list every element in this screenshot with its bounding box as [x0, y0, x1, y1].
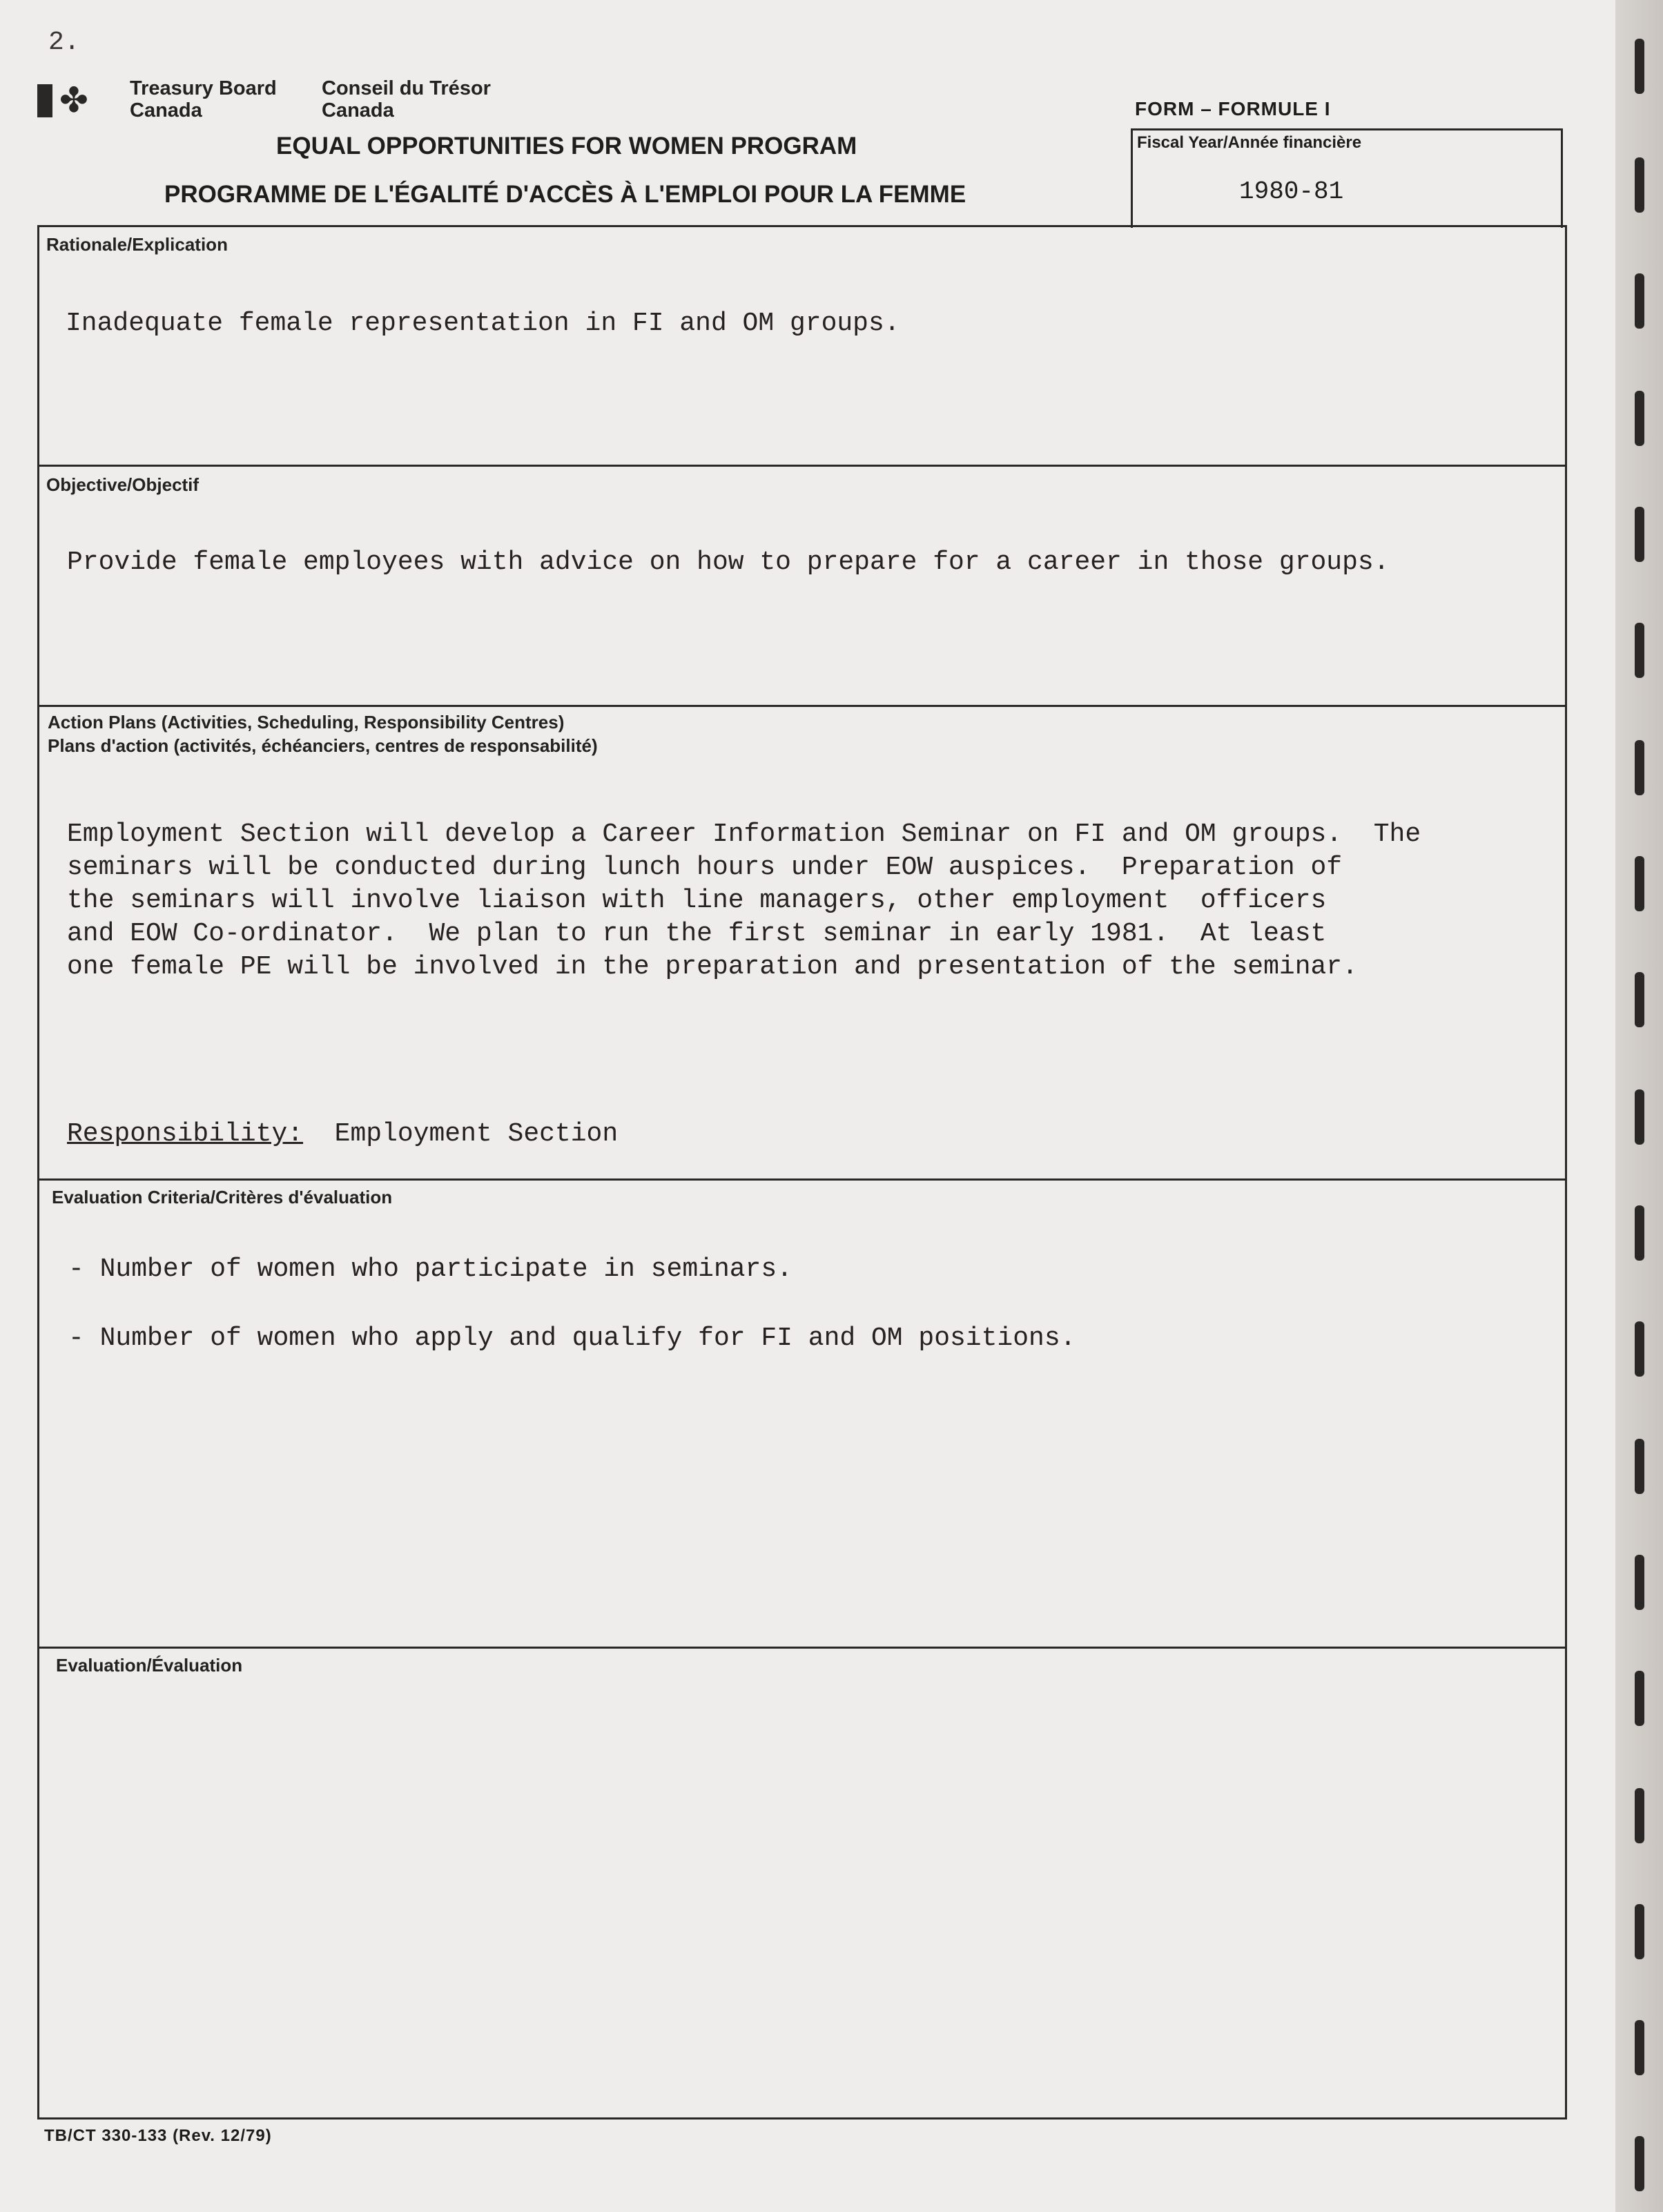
page-number: 2.: [48, 28, 80, 57]
divider-line: [37, 705, 1567, 707]
divider-line: [37, 465, 1567, 467]
program-title-en: EQUAL OPPORTUNITIES FOR WOMEN PROGRAM: [276, 133, 857, 159]
responsibility-line: [67, 1118, 618, 1151]
evaluation-label: Evaluation/Évaluation: [56, 1655, 243, 1676]
binder-ring: [1635, 740, 1644, 795]
binder-ring: [1635, 391, 1644, 446]
objective-label: Objective/Objectif: [46, 474, 200, 495]
action-plan-line: seminars will be conducted during lunch hours under EOW auspices. Preparation of: [67, 853, 1343, 882]
binder-ring: [1635, 507, 1644, 562]
binder-ring: [1635, 1904, 1644, 1959]
evaluation-criteria-item: - Number of women who apply and qualify for FI and OM positions.: [68, 1323, 1076, 1353]
responsibility-label: Responsibility:: [67, 1119, 304, 1149]
divider-line: [37, 1647, 1567, 1649]
binder-ring: [1635, 1321, 1644, 1377]
action-plan-line: and EOW Co-ordinator. We plan to run the first seminar in early 1981. At least: [67, 919, 1327, 949]
fiscal-year-box: [1131, 128, 1563, 228]
binder-ring: [1635, 273, 1644, 329]
action-plan-line: Employment Section will develop a Career Information Seminar on FI and OM groups. The: [67, 819, 1421, 849]
form-number-footer: TB/CT 330-133 (Rev. 12/79): [44, 2126, 272, 2145]
responsibility-value: Employment Section: [334, 1119, 619, 1149]
divider-line: [37, 1178, 1567, 1181]
canada-flag-logo: [37, 81, 115, 119]
maple-leaf-icon: ✤: [59, 80, 88, 120]
evaluation-criteria-item: - Number of women who participate in seminars.: [68, 1254, 792, 1284]
fiscal-year-label: Fiscal Year/Année financière: [1137, 133, 1362, 152]
action-plans-label-en: Action Plans (Activities, Scheduling, Responsibility Centres): [48, 712, 565, 733]
department-name-en: Treasury Board Canada: [130, 77, 277, 122]
program-title-fr: PROGRAMME DE L'ÉGALITÉ D'ACCÈS À L'EMPLOI POUR LA FEMME: [164, 181, 966, 208]
binder-ring: [1635, 157, 1644, 213]
binder-ring: [1635, 39, 1644, 94]
evaluation-criteria-label: Evaluation Criteria/Critères d'évaluation: [52, 1187, 393, 1207]
form-label: FORM – FORMULE I: [1135, 98, 1331, 119]
binder-ring: [1635, 1205, 1644, 1261]
flag-bar-icon: [37, 84, 52, 117]
binder-ring: [1635, 1439, 1644, 1494]
rationale-text: Inadequate female representation in FI and OM groups.: [66, 309, 900, 338]
binder-ring: [1635, 972, 1644, 1027]
form-grid: [37, 225, 1567, 2119]
binder-ring: [1635, 623, 1644, 678]
action-plan-line: the seminars will involve liaison with line managers, other employment officers: [67, 886, 1327, 915]
binder-ring: [1635, 2020, 1644, 2075]
binder-ring: [1635, 856, 1644, 911]
binder-ring: [1635, 1555, 1644, 1610]
fiscal-year-value: 1980-81: [1239, 177, 1344, 206]
action-plan-line: one female PE will be involved in the preparation and presentation of the seminar.: [67, 952, 1358, 982]
binder-ring: [1635, 1788, 1644, 1843]
binder-ring: [1635, 1089, 1644, 1145]
rationale-label: Rationale/Explication: [46, 234, 228, 255]
department-name-fr: Conseil du Trésor Canada: [322, 77, 491, 122]
objective-text: Provide female employees with advice on how to prepare for a career in those groups.: [67, 547, 1390, 577]
binder-ring: [1635, 1671, 1644, 1726]
action-plans-label-fr: Plans d'action (activités, échéanciers, centres de responsabilité): [48, 735, 598, 756]
binder-ring: [1635, 2136, 1644, 2191]
